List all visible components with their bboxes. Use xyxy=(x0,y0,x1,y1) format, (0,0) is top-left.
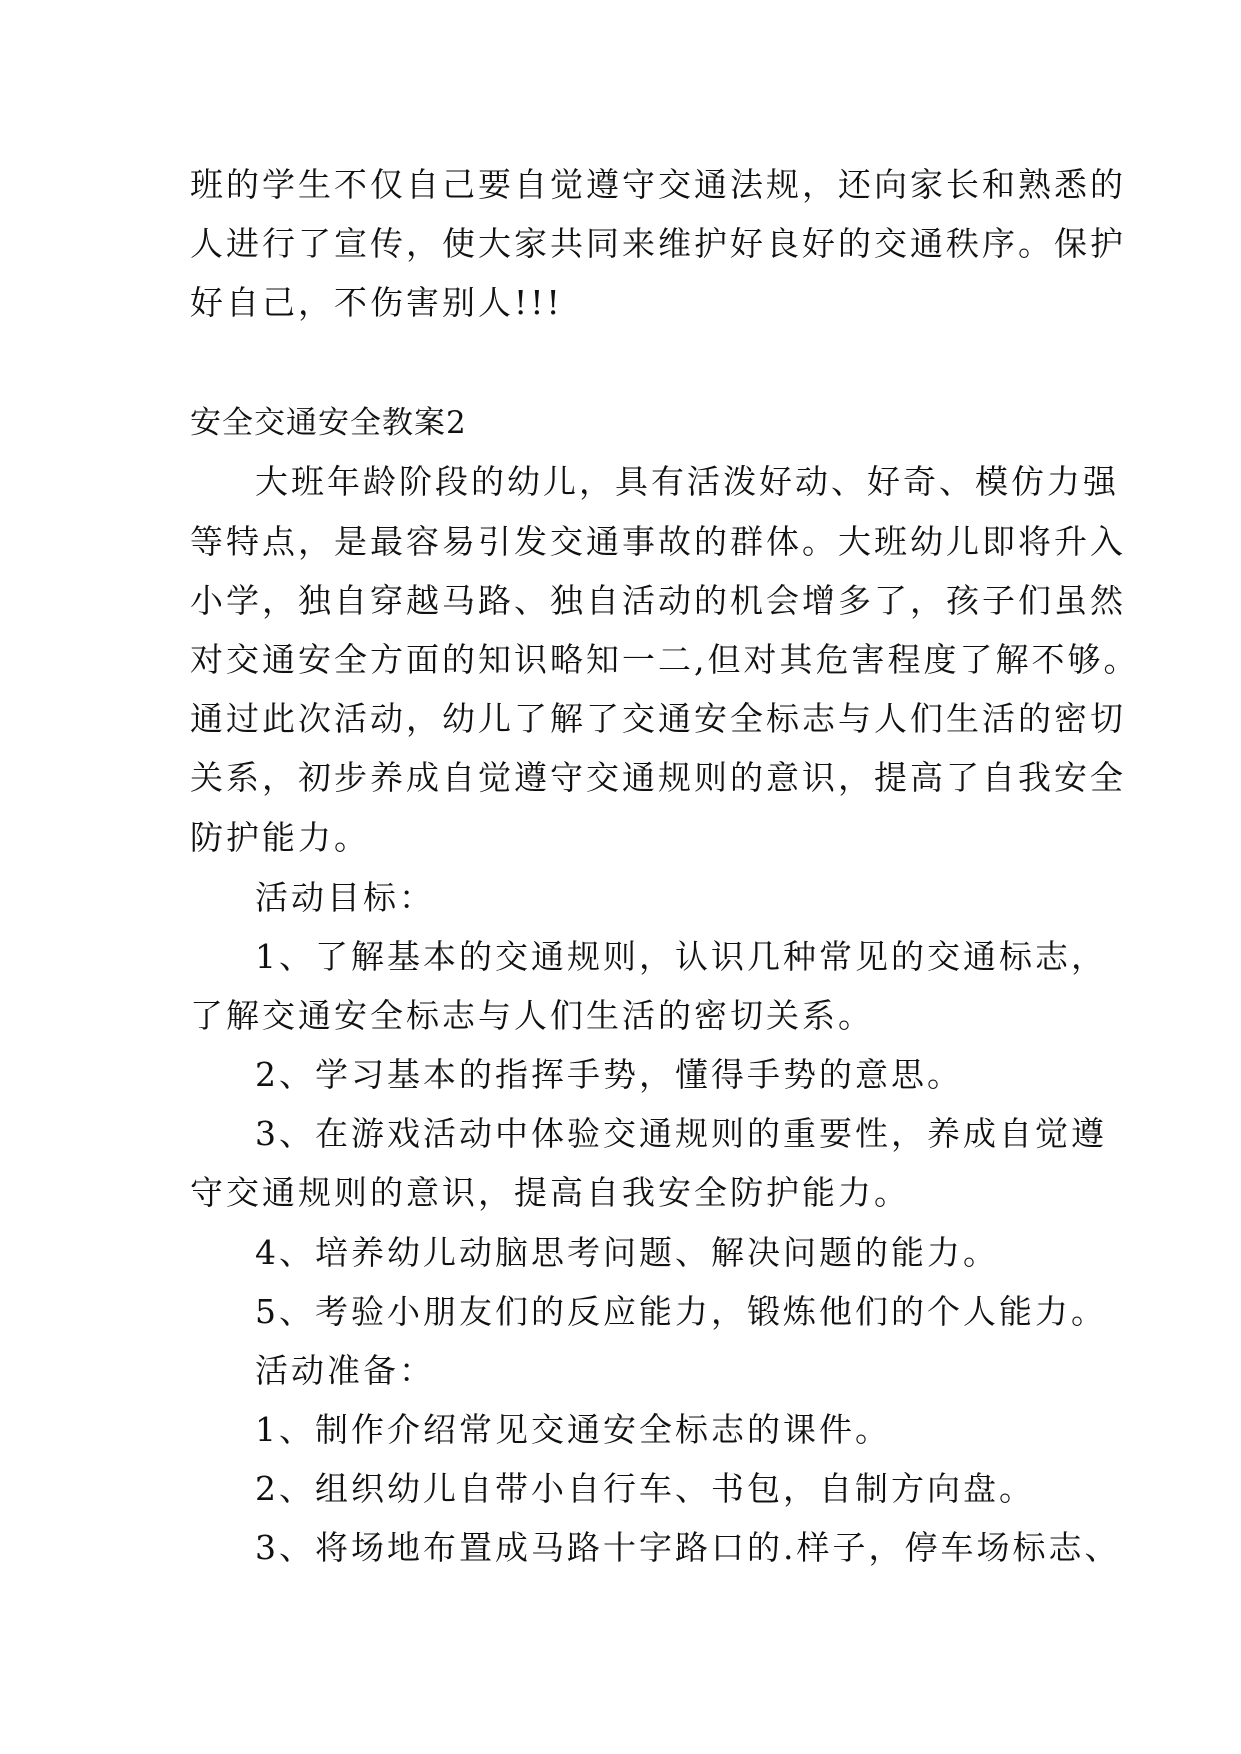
paragraph-line: 关系，初步养成自觉遵守交通规则的意识，提高了自我安全 xyxy=(190,758,1126,797)
paragraph-line: 班的学生不仅自己要自觉遵守交通法规，还向家长和熟悉的 xyxy=(190,165,1126,204)
paragraph-line: 大班年龄阶段的幼儿，具有活泼好动、好奇、模仿力强 xyxy=(255,462,1119,501)
list-item: 4、培养幼儿动脑思考问题、解决问题的能力。 xyxy=(255,1233,999,1272)
list-item: 1、了解基本的交通规则，认识几种常见的交通标志， xyxy=(255,937,1107,976)
paragraph-line: 防护能力。 xyxy=(190,818,370,857)
paragraph-line: 对交通安全方面的知识略知一二,但对其危害程度了解不够。 xyxy=(190,640,1140,679)
paragraph-line: 人进行了宣传，使大家共同来维护好良好的交通秩序。保护 xyxy=(190,224,1126,263)
list-item: 3、将场地布置成马路十字路口的.样子，停车场标志、 xyxy=(255,1528,1121,1567)
paragraph-line: 小学，独自穿越马路、独自活动的机会增多了，孩子们虽然 xyxy=(190,581,1126,620)
list-item: 3、在游戏活动中体验交通规则的重要性，养成自觉遵 xyxy=(255,1114,1107,1153)
paragraph-line: 好自己，不伤害别人!!! xyxy=(190,283,563,322)
list-item: 2、学习基本的指挥手势，懂得手势的意思。 xyxy=(255,1055,963,1094)
list-item: 2、组织幼儿自带小自行车、书包，自制方向盘。 xyxy=(255,1469,1035,1508)
paragraph-line: 通过此次活动，幼儿了解了交通安全标志与人们生活的密切 xyxy=(190,699,1126,738)
list-item: 5、考验小朋友们的反应能力，锻炼他们的个人能力。 xyxy=(255,1292,1107,1331)
list-item-continuation: 了解交通安全标志与人们生活的密切关系。 xyxy=(190,996,874,1035)
paragraph-line: 等特点，是最容易引发交通事故的群体。大班幼儿即将升入 xyxy=(190,522,1126,561)
list-item-continuation: 守交通规则的意识，提高自我安全防护能力。 xyxy=(190,1173,910,1212)
section-heading: 安全交通安全教案2 xyxy=(190,405,467,441)
list-item: 1、制作介绍常见交通安全标志的课件。 xyxy=(255,1410,891,1449)
section-label: 活动目标： xyxy=(255,878,435,917)
section-label: 活动准备： xyxy=(255,1351,435,1390)
